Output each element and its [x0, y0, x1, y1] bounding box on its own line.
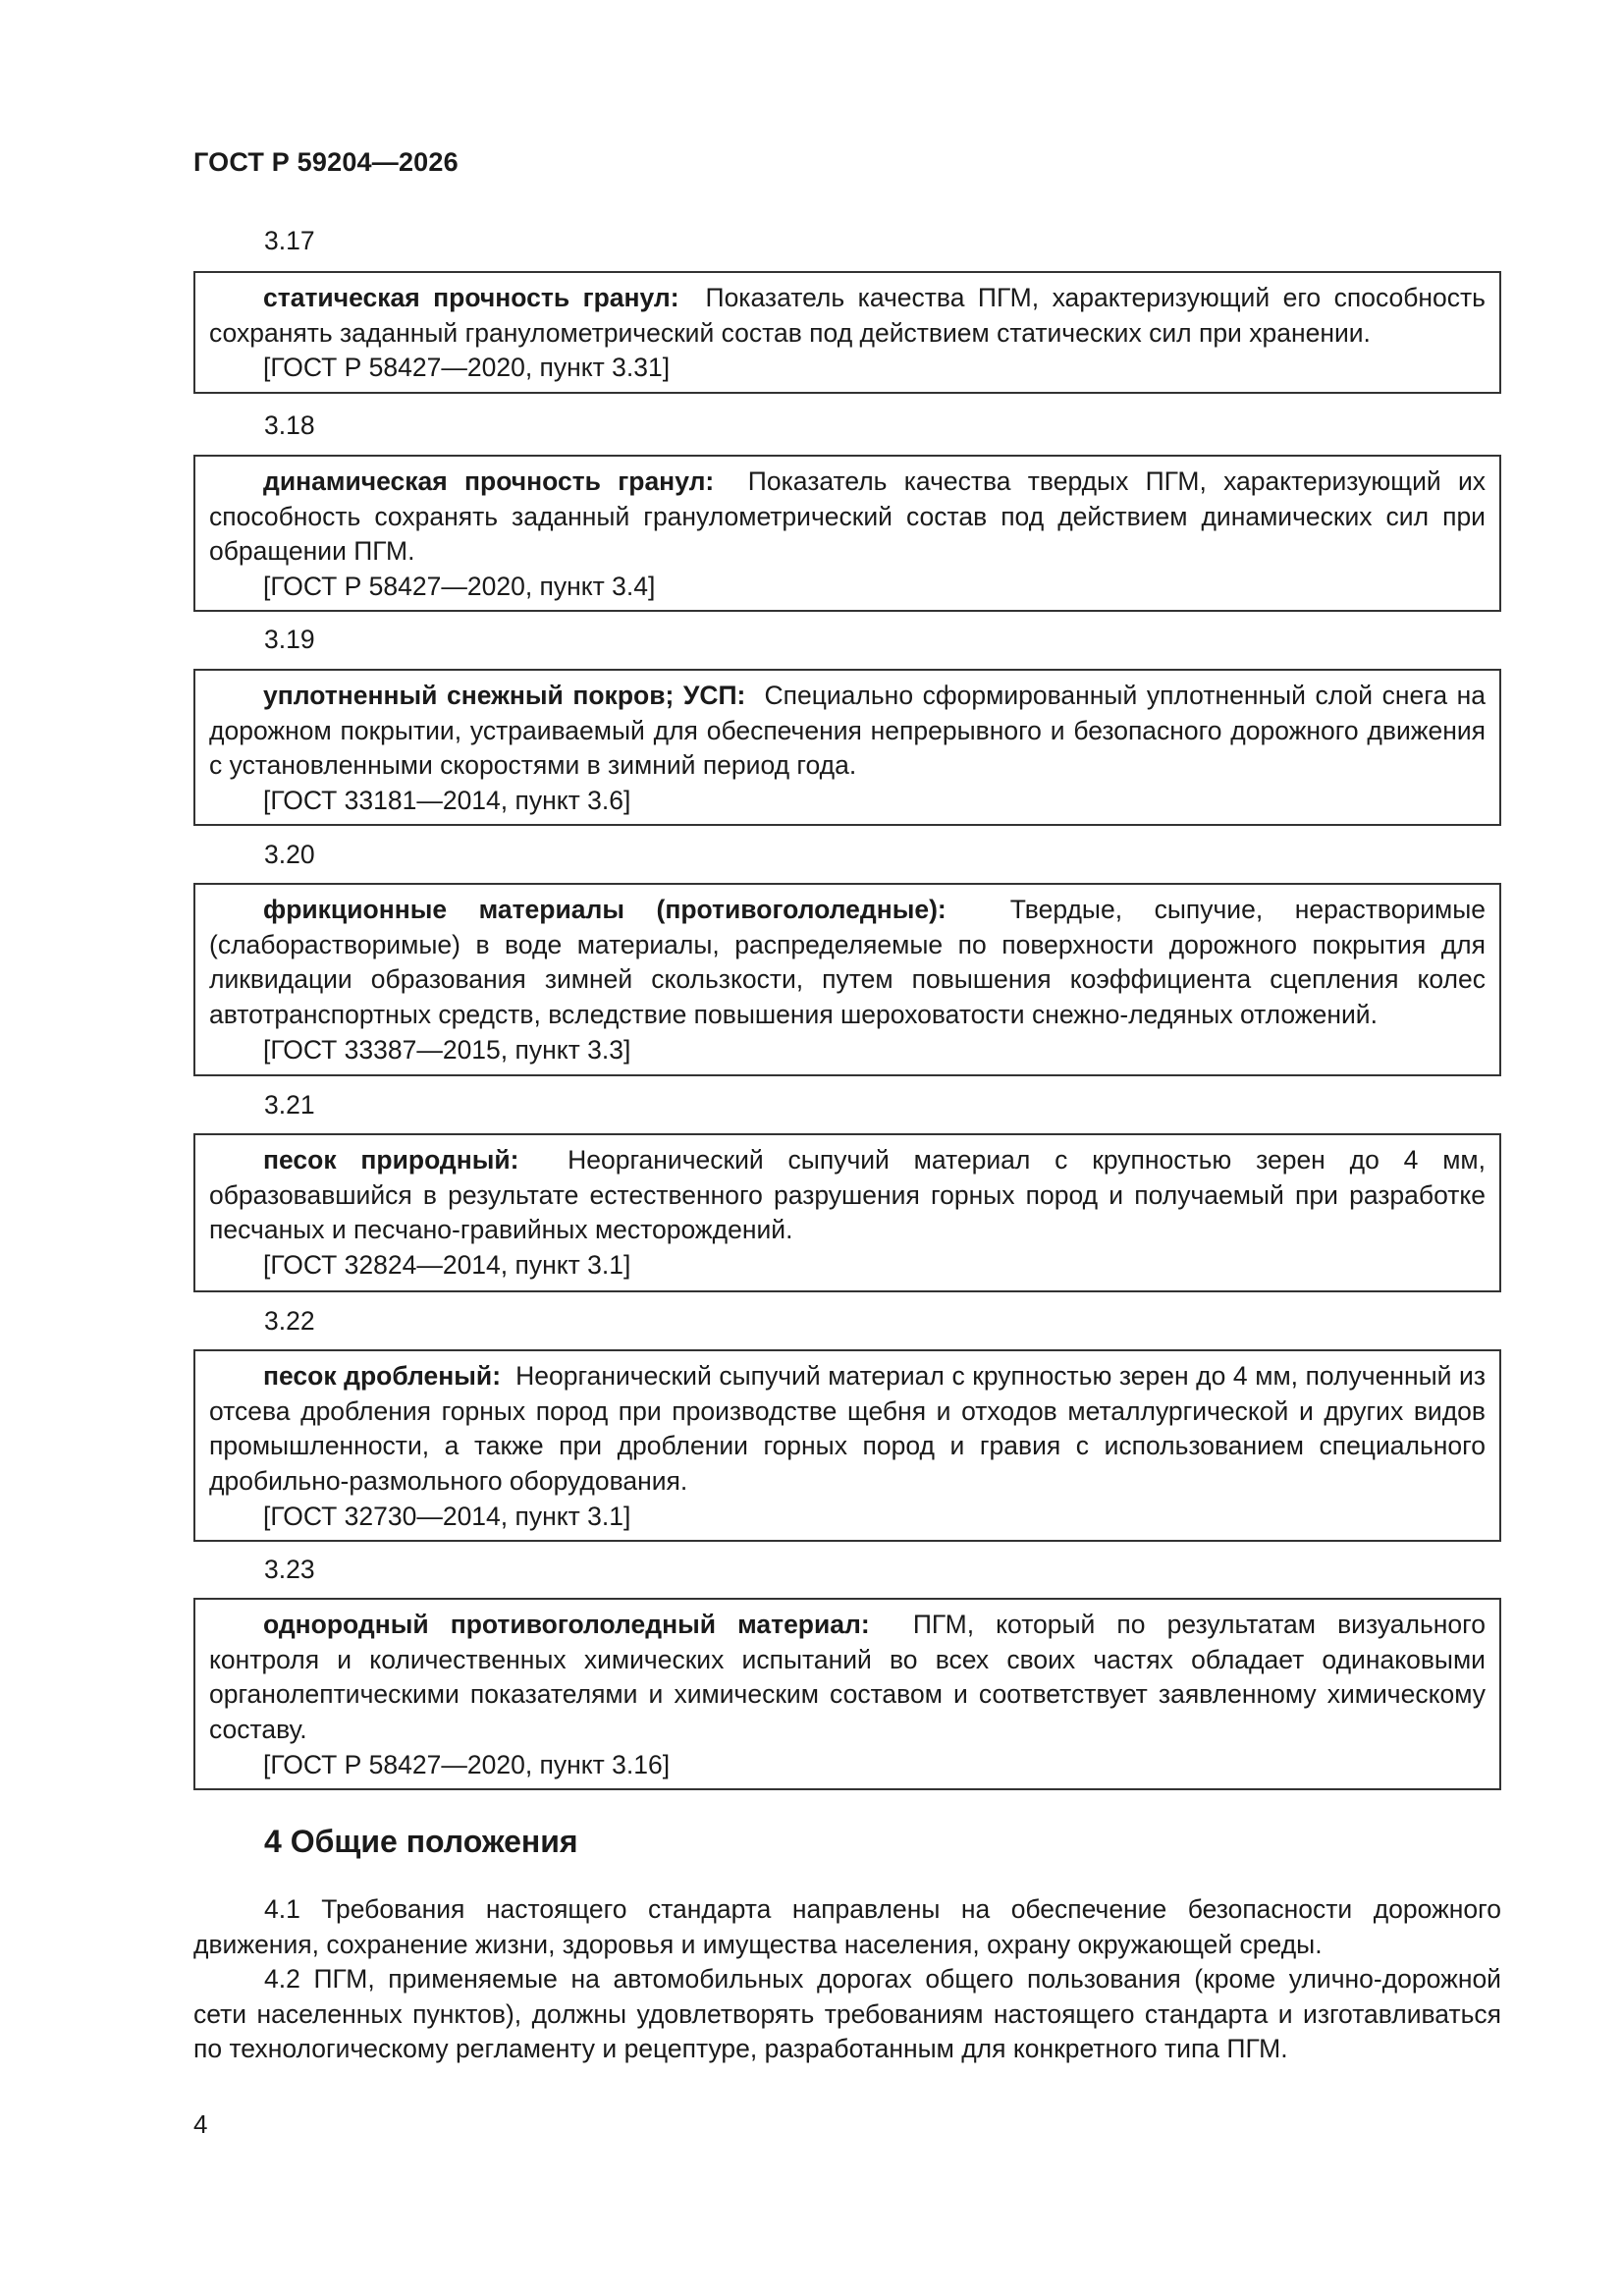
paragraph-4-1: 4.1 Требования настоящего стандарта направлены на обеспечение безопасности дорожного движения, сохранение жизни, здоровья и имущества населения, охрану окружающей среды. [193, 1894, 1501, 1959]
term-name: песок природный: [263, 1145, 519, 1175]
definition-text [209, 1608, 1486, 1748]
term-name: песок дробленый: [263, 1361, 502, 1391]
term-name: статическая прочность гранул: [263, 283, 679, 312]
term-definition-box [193, 883, 1501, 1076]
term-definition: Неорганический сыпучий материал с крупностью зерен до 4 мм, полученный из отсева дробления горных пород при производстве щебня и отходов металлургической и других видов промышленности, а также при дроблении горных пород и гравия с использованием специального дробильно-размольного оборудования. [209, 1361, 1486, 1497]
term-definition: Неорганический сыпучий материал с крупностью зерен до 4 мм, образовавшийся в результате естественного разрушения горных пород и получаемый при разработке песчаных и песчано-гравийных месторождений. [209, 1145, 1486, 1245]
source-reference: [ГОСТ 33181—2014, пункт 3.6] [263, 786, 631, 816]
term-number: 3.20 [264, 840, 315, 869]
term-definition: ПГМ, который по результатам визуального контроля и количественных химических испытаний во всех своих частях обладает одинаковыми органолептическими показателями и химическим составом и соответствует заявленному химическому составу. [209, 1610, 1486, 1745]
term-name: динамическая прочность гранул: [263, 466, 715, 496]
term-definition-box [193, 1349, 1501, 1542]
source-reference: [ГОСТ 33387—2015, пункт 3.3] [263, 1034, 631, 1065]
source-reference: [ГОСТ Р 58427—2020, пункт 3.4] [263, 572, 656, 602]
term-number: 3.19 [264, 625, 315, 654]
definition-text [209, 1359, 1486, 1500]
term-name: однородный противогололедный материал: [263, 1610, 870, 1639]
paragraph-4-2: 4.2 ПГМ, применяемые на автомобильных дорогах общего пользования (кроме улично-дорожной сети населенных пунктов), должны удовлетворять требованиям настоящего стандарта и изготавливаться по технологическому регламенту и рецептуре, разработанным для конкретного типа ПГМ. [193, 1964, 1501, 2064]
term-definition: Показатель качества твердых ПГМ, характеризующий их способность сохранять заданный гранулометрический состав под действием динамических сил при обращении ПГМ. [209, 466, 1486, 567]
source-reference: [ГОСТ 32730—2014, пункт 3.1] [263, 1501, 631, 1531]
document-header: ГОСТ Р 59204—2026 [193, 147, 459, 177]
section-title: 4 Общие положения [264, 1824, 578, 1859]
term-number: 3.17 [264, 226, 315, 255]
term-definition: Специально сформированный уплотненный слой снега на дорожном покрытии, устраиваемый для обеспечения непрерывного и безопасного дорожного движения с установленными скоростями в зимний период года. [209, 681, 1486, 781]
term-definition-box [193, 455, 1501, 612]
definition-text [209, 679, 1486, 784]
definition-text [209, 893, 1486, 1033]
definition-text [209, 465, 1486, 570]
definition-text [209, 281, 1486, 351]
term-definition-box [193, 1598, 1501, 1790]
term-definition: Твердые, сыпучие, нерастворимые (слаборастворимые) в воде материалы, распределяемые по поверхности дорожного покрытия для ликвидации образования зимней скользкости, путем повышения коэффициента сцепления колес автотранспортных средств, вследствие повышения шероховатости снежно-ледяных отложений. [209, 895, 1486, 1030]
source-reference: [ГОСТ Р 58427—2020, пункт 3.16] [263, 1749, 671, 1779]
definition-text [209, 1143, 1486, 1248]
term-number: 3.22 [264, 1306, 315, 1336]
term-number: 3.23 [264, 1555, 315, 1584]
term-definition: Показатель качества ПГМ, характеризующий его способность сохранять заданный гранулометрический состав под действием статических сил при хранении. [209, 283, 1486, 348]
term-number: 3.18 [264, 410, 315, 440]
source-reference: [ГОСТ Р 58427—2020, пункт 3.31] [263, 353, 671, 383]
term-definition-box [193, 669, 1501, 826]
term-number: 3.21 [264, 1090, 315, 1120]
term-name: уплотненный снежный покров; УСП: [263, 681, 746, 710]
source-reference: [ГОСТ 32824—2014, пункт 3.1] [263, 1250, 631, 1281]
term-definition-box [193, 1133, 1501, 1292]
page-number: 4 [193, 2109, 208, 2139]
term-definition-box [193, 271, 1501, 394]
term-name: фрикционные материалы (противогололедные): [263, 895, 947, 924]
